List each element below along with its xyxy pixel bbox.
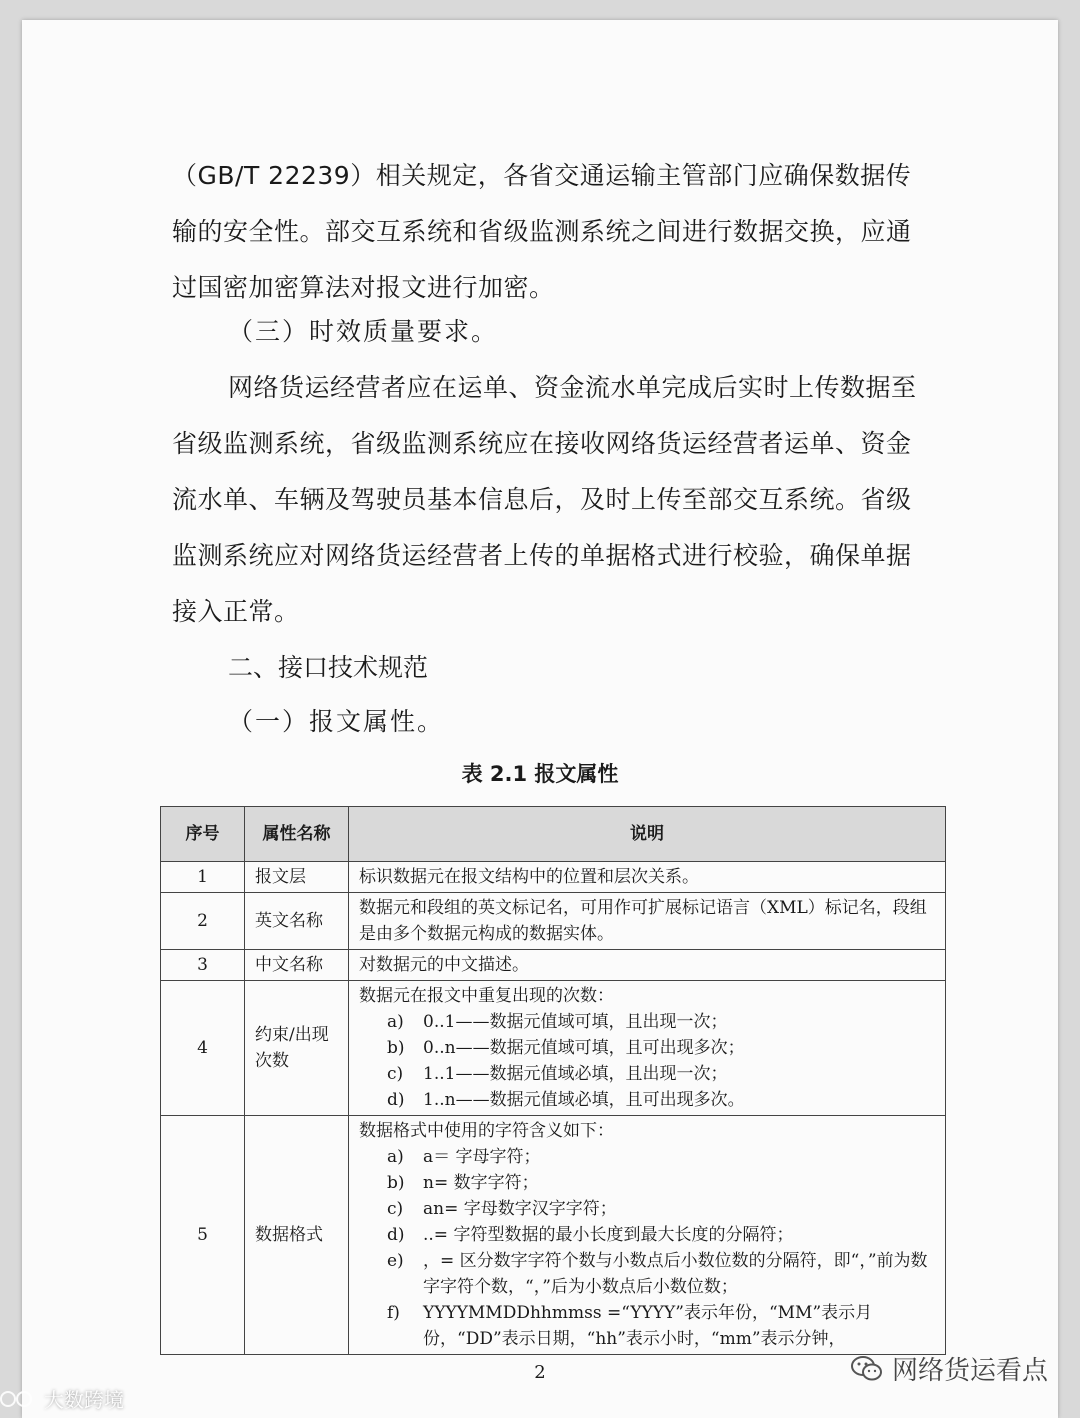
watermark-left bbox=[0, 1384, 124, 1413]
list-item-label: a) bbox=[387, 1012, 404, 1032]
list-item-label: c) bbox=[387, 1064, 404, 1084]
list-item-text: n= 数字字符； bbox=[423, 1173, 539, 1193]
constraint-list bbox=[359, 1009, 935, 1113]
list-item bbox=[359, 1300, 935, 1352]
list-item bbox=[359, 1061, 935, 1087]
list-item bbox=[359, 1035, 935, 1061]
row-desc bbox=[349, 981, 946, 1116]
list-item-text: 1..n——数据元值域必填，且可出现多次。 bbox=[423, 1090, 745, 1110]
list-item bbox=[359, 1170, 935, 1196]
page-number: 2 bbox=[534, 1362, 546, 1383]
table-row bbox=[161, 981, 946, 1116]
row-no: 1 bbox=[161, 862, 245, 893]
row-no: 5 bbox=[161, 1116, 245, 1355]
list-item-text: an= 字母数字汉字字符； bbox=[423, 1199, 617, 1219]
watermark-logo-icon bbox=[0, 1388, 40, 1410]
list-item-text: a＝ 字母字符； bbox=[423, 1147, 541, 1167]
row-desc: 对数据元的中文描述。 bbox=[349, 950, 946, 981]
list-item-text: YYYYMMDDhhmmss =“YYYY”表示年份，“MM”表示月份，“DD”表示日期，“hh”表示小时，“mm”表示分钟， bbox=[423, 1303, 873, 1349]
section-heading-timeliness: （三）时效质量要求。 bbox=[228, 317, 499, 346]
row-name: 中文名称 bbox=[245, 950, 349, 981]
list-item bbox=[359, 1222, 935, 1248]
list-item-label: a) bbox=[387, 1147, 404, 1167]
row-desc: 数据元和段组的英文标记名，可用作可扩展标记语言（XML）标记名，段组是由多个数据元构成的数据实体。 bbox=[349, 893, 946, 950]
table-caption: 表 2.1 报文属性 bbox=[461, 762, 619, 786]
row-desc-intro: 数据格式中使用的字符含义如下： bbox=[359, 1121, 614, 1141]
list-item-label: d) bbox=[387, 1225, 405, 1245]
row-no: 2 bbox=[161, 893, 245, 950]
list-item bbox=[359, 1087, 935, 1113]
row-no: 4 bbox=[161, 981, 245, 1116]
table-header-row bbox=[161, 807, 946, 862]
list-item-label: c) bbox=[387, 1199, 404, 1219]
list-item-label: d) bbox=[387, 1090, 405, 1110]
section-heading-message-attributes: （一）报文属性。 bbox=[228, 707, 445, 736]
list-item bbox=[359, 1248, 935, 1300]
list-item-label: b) bbox=[387, 1038, 405, 1058]
table-row bbox=[161, 950, 946, 981]
list-item bbox=[359, 1196, 935, 1222]
table-row bbox=[161, 893, 946, 950]
header-name: 属性名称 bbox=[245, 807, 349, 862]
row-desc bbox=[349, 1116, 946, 1355]
row-name: 报文层 bbox=[245, 862, 349, 893]
row-name: 英文名称 bbox=[245, 893, 349, 950]
format-list bbox=[359, 1144, 935, 1352]
document-page bbox=[22, 20, 1058, 1418]
list-item-label: f) bbox=[387, 1303, 400, 1323]
watermark-right-text: 网络货运看点 bbox=[891, 1356, 1048, 1386]
chapter-heading-interface: 二、接口技术规范 bbox=[228, 653, 429, 682]
paragraph-security: （GB/T 22239）相关规定，各省交通运输主管部门应确保数据传输的安全性。部交互系统和省级监测系统之间进行数据交换，应通过国密加密算法对报文进行加密。 bbox=[172, 161, 912, 302]
list-item bbox=[359, 1144, 935, 1170]
watermark-left-text: 大数跨境 bbox=[44, 1388, 124, 1412]
paragraph-timeliness: 网络货运经营者应在运单、资金流水单完成后实时上传数据至省级监测系统，省级监测系统应在接收网络货运经营者运单、资金流水单、车辆及驾驶员基本信息后，及时上传至部交互系统。省级监测系统应对网络货运经营者上传的单据格式进行校验，确保单据接入正常。 bbox=[172, 373, 917, 626]
list-item-text: 0..1——数据元值域可填，且出现一次； bbox=[423, 1012, 728, 1032]
list-item-text: ，= 区分数字字符个数与小数点后小数位数的分隔符，即“，”前为数字字符个数，“，”后为小数点后小数位数； bbox=[423, 1251, 928, 1297]
row-no: 3 bbox=[161, 950, 245, 981]
wechat-icon bbox=[850, 1354, 884, 1384]
attribute-table bbox=[160, 806, 946, 1355]
header-no: 序号 bbox=[161, 807, 245, 862]
list-item-label: b) bbox=[387, 1173, 405, 1193]
header-desc: 说明 bbox=[349, 807, 946, 862]
list-item-text: ..= 字符型数据的最小长度到最大长度的分隔符； bbox=[423, 1225, 794, 1245]
table-row bbox=[161, 862, 946, 893]
row-desc: 标识数据元在报文结构中的位置和层次关系。 bbox=[349, 862, 946, 893]
list-item bbox=[359, 1009, 935, 1035]
list-item-text: 1..1——数据元值域必填，且出现一次； bbox=[423, 1064, 728, 1084]
row-desc-intro: 数据元在报文中重复出现的次数： bbox=[359, 986, 614, 1006]
list-item-label: e) bbox=[387, 1251, 404, 1271]
row-name: 数据格式 bbox=[245, 1116, 349, 1355]
row-name: 约束/出现次数 bbox=[245, 981, 349, 1116]
list-item-text: 0..n——数据元值域可填，且可出现多次； bbox=[423, 1038, 745, 1058]
table-row bbox=[161, 1116, 946, 1355]
watermark-right bbox=[850, 1350, 1048, 1387]
